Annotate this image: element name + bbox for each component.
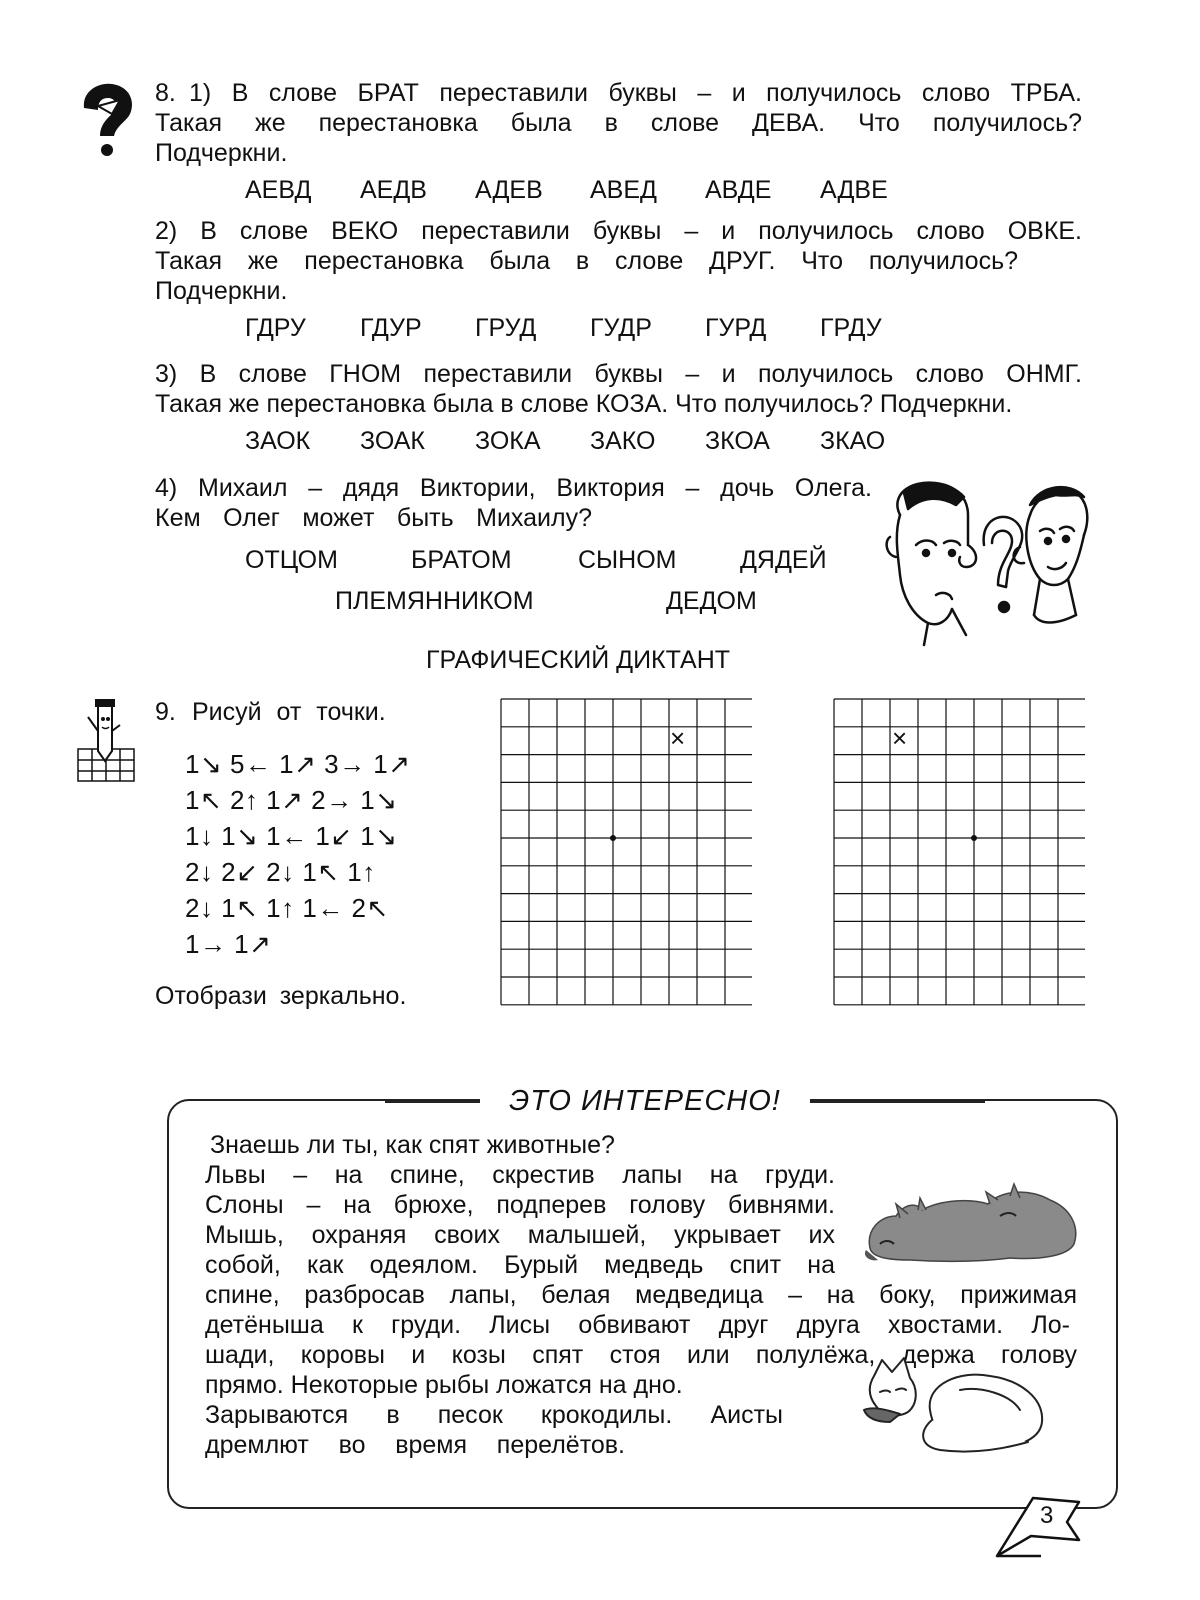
grid-start-marker: × [670,723,686,753]
grid-start-dot [971,835,977,841]
answer-option[interactable]: ОТЦОМ [245,546,338,574]
interesting-line: Слоны – на брюхе, подперев голову бивнями. [205,1191,835,1219]
answer-option[interactable]: ЗКАО [820,427,886,455]
answer-option[interactable]: ЗОАК [360,427,425,455]
sleeping-fox-illustration [860,1350,1055,1460]
answer-option[interactable]: АДВЕ [820,176,888,204]
question-mark-icon [76,80,138,160]
task8-q1-line3: Подчеркни. [155,139,288,167]
answer-option[interactable]: ЗАОК [245,427,311,455]
interesting-line: детёныша к груди. Лисы обвивают друг друга хвостами. Ло- [205,1311,1070,1339]
interesting-line: Зарываются в песок крокодилы. Аисты [205,1401,783,1429]
interesting-title-wrap [480,1083,810,1119]
answer-option[interactable]: ЗОКА [475,427,541,455]
grid-start-marker: × [892,723,908,753]
task8-q3-line1: 3) В слове ГНОМ переставили буквы – и получилось слово ОНМГ. [155,360,1082,388]
answer-option[interactable]: ГРУД [475,314,537,342]
task8-q3-options [245,426,935,456]
interesting-line: дремлют во время перелётов. [205,1431,625,1459]
task8-q1-line2: Такая же перестановка была в слове ДЕВА. Что получилось? [155,109,1082,137]
dictation-row: 1→ 1↗ [185,929,272,959]
answer-option[interactable]: ГУРД [705,314,767,342]
task8-q3-line2: Такая же перестановка была в слове КОЗА. Что получилось? Подчеркни. [155,390,1013,418]
task9-number: 9. [155,698,176,726]
page-number: 3 [1040,1502,1054,1529]
answer-option[interactable]: ДЯДЕЙ [740,546,827,574]
interesting-line: собой, как одеялом. Бурый медведь спит на [205,1251,835,1279]
answer-option[interactable]: ГРДУ [820,314,882,342]
task8-q2-line3: Подчеркни. [155,277,288,305]
task8-q1-line1: 1) В слове БРАТ переставили буквы – и получилось слово ТРБА. [189,79,1082,107]
answer-option[interactable]: АВЕД [590,176,657,204]
answer-option[interactable]: ДЕДОМ [666,587,757,615]
pencil-grid-icon [76,695,136,785]
answer-option[interactable]: ГДРУ [245,314,306,342]
section-title: ГРАФИЧЕСКИЙ ДИКТАНТ [425,646,731,674]
grid-start-dot [610,835,616,841]
task8-q1-options [245,175,935,205]
interesting-line: Знаешь ли ты, как спят животные? [210,1131,615,1159]
dictation-row: 2↓ 1↖ 1↑ 1← 2↖ [185,893,389,923]
answer-option[interactable]: ГУДР [590,314,652,342]
task9-instruction: Рисуй от точки. [192,698,386,726]
interesting-line: шади, коровы и козы спят стоя или полулёжа, держа голову [205,1341,1077,1369]
answer-option[interactable]: АЕДВ [360,176,427,204]
task8-number: 8. [155,79,176,107]
answer-option[interactable]: АДЕВ [475,176,543,204]
answer-option[interactable]: ГДУР [360,314,422,342]
interesting-line: Львы – на спине, скрестив лапы на груди. [205,1161,835,1189]
task8-q2-options [245,313,935,343]
drawing-grid-right[interactable] [833,698,1085,1007]
sleeping-wolves-illustration [860,1170,1085,1270]
task8-q2-line1: 2) В слове ВЕКО переставили буквы – и получилось слово ОВКЕ. [155,217,1082,245]
task8-q2-line2: Такая же перестановка была в слове ДРУГ. Что получилось? [155,247,1018,275]
dictation-row: 1↘ 5← 1↗ 3→ 1↗ [185,749,411,779]
answer-option[interactable]: ЗКОА [705,427,770,455]
drawing-grid-left[interactable] [500,698,752,1007]
answer-option[interactable]: ПЛЕМЯННИКОМ [335,587,534,615]
interesting-title: ЭТО ИНТЕРЕСНО! [509,1085,781,1117]
interesting-line: спине, разбросав лапы, белая медведица – на боку, прижимая [205,1281,1077,1309]
mirror-note: Отобрази зеркально. [155,982,407,1010]
two-faces-question-illustration [880,475,1095,655]
answer-option[interactable]: АВДЕ [705,176,772,204]
task8-q4-line2: Кем Олег может быть Михаилу? [155,504,592,532]
interesting-line: Мышь, охраняя своих малышей, укрывает их [205,1221,835,1249]
dictation-row: 1↓ 1↘ 1← 1↙ 1↘ [185,821,398,851]
dictation-row: 2↓ 2↙ 2↓ 1↖ 1↑ [185,857,376,887]
answer-option[interactable]: СЫНОМ [578,546,677,574]
answer-option[interactable]: БРАТОМ [411,546,512,574]
dictation-row: 1↖ 2↑ 1↗ 2→ 1↘ [185,785,398,815]
interesting-line: прямо. Некоторые рыбы ложатся на дно. [205,1371,683,1399]
task8-q4-line1: 4) Михаил – дядя Виктории, Виктория – дочь Олега. [155,474,872,502]
answer-option[interactable]: АЕВД [245,176,312,204]
answer-option[interactable]: ЗАКО [590,427,656,455]
